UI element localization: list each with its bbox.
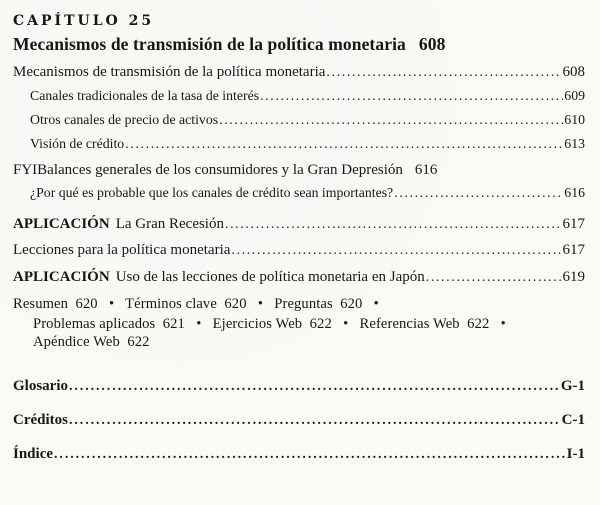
dot-leader	[69, 377, 560, 396]
toc-entry-label: Balances generales de los consumidores y la Gran Depresión	[37, 162, 403, 178]
aplicacion-prefix: APLICACIÓN	[13, 216, 110, 232]
toc-entry-glosario	[13, 377, 585, 396]
toc-entry-indice	[13, 445, 585, 464]
toc-entry-page: G-1	[560, 378, 585, 394]
toc-entry-page: 610	[564, 112, 585, 127]
toc-entry-aplicacion-japon	[13, 268, 585, 287]
fyi-prefix: FYI	[13, 162, 38, 178]
toc-entry-canales-tradicionales	[13, 87, 585, 106]
toc-entry-label: ¿Por qué es probable que los canales de crédito sean importantes?	[30, 185, 394, 200]
study-aids-line-3: Apéndice Web 622	[33, 334, 150, 350]
toc-entry-page: C-1	[561, 412, 585, 428]
toc-entry-otros-canales	[13, 111, 585, 130]
toc-entry-page: 619	[562, 269, 585, 285]
toc-entry-label: Índice	[13, 446, 54, 462]
chapter-title	[13, 33, 585, 56]
toc-entry-page: 617	[562, 216, 585, 232]
toc-entry-label: Créditos	[13, 412, 68, 428]
toc-entry-label: Glosario	[13, 378, 68, 394]
dot-leader	[219, 111, 563, 130]
toc-entry-label: Lecciones para la política monetaria	[13, 242, 231, 258]
toc-entry-page: 608	[562, 64, 585, 80]
dot-leader	[260, 87, 563, 106]
dot-leader	[394, 184, 563, 203]
toc-entry-page: 613	[564, 136, 585, 151]
toc-entry-label: Otros canales de precio de activos	[30, 112, 219, 127]
toc-entry-page: 617	[562, 242, 585, 258]
chapter-page-number: 608	[418, 34, 446, 54]
toc-entry-aplicacion-gran-recesion	[13, 215, 585, 234]
toc-entry-page: I-1	[566, 446, 585, 462]
toc-entry-lecciones-politica	[13, 241, 585, 260]
toc-entry-label: Canales tradicionales de la tasa de interés	[30, 88, 260, 103]
toc-entry-page: 609	[564, 88, 585, 103]
dot-leader	[69, 411, 561, 430]
dot-leader	[426, 268, 562, 287]
toc-entry-canales-credito-importantes	[13, 184, 585, 203]
toc-entry-label: Mecanismos de transmisión de la política monetaria	[13, 64, 326, 80]
study-aids-line-2: Problemas aplicados 621 • Ejercicios Web 622 • Referencias Web 622 •	[33, 316, 506, 332]
toc-entry-label: Uso de las lecciones de política monetaria en Japón	[115, 269, 425, 285]
toc-entry-page: 616	[414, 162, 438, 178]
dot-leader	[225, 215, 562, 234]
dot-leader	[125, 135, 563, 154]
toc-entry-creditos	[13, 411, 585, 430]
toc-entry-label: Visión de crédito	[30, 136, 125, 151]
dot-leader	[231, 241, 561, 260]
study-aids-line-1: Resumen 620 • Términos clave 620 • Preguntas 620 •	[13, 296, 379, 312]
toc-entry-vision-credito	[13, 135, 585, 154]
toc-entry-page: 616	[564, 185, 585, 200]
chapter-eyebrow: CAPÍTULO 25	[13, 13, 155, 29]
dot-leader	[54, 445, 566, 464]
toc-entry-label: La Gran Recesión	[115, 216, 224, 232]
toc-entry-mecanismos-transmision	[13, 63, 585, 82]
toc-entry-fyi-balances	[13, 161, 585, 180]
chapter-title-text: Mecanismos de transmisión de la política monetaria	[13, 34, 406, 54]
aplicacion-prefix: APLICACIÓN	[13, 269, 110, 285]
dot-leader	[326, 63, 561, 82]
